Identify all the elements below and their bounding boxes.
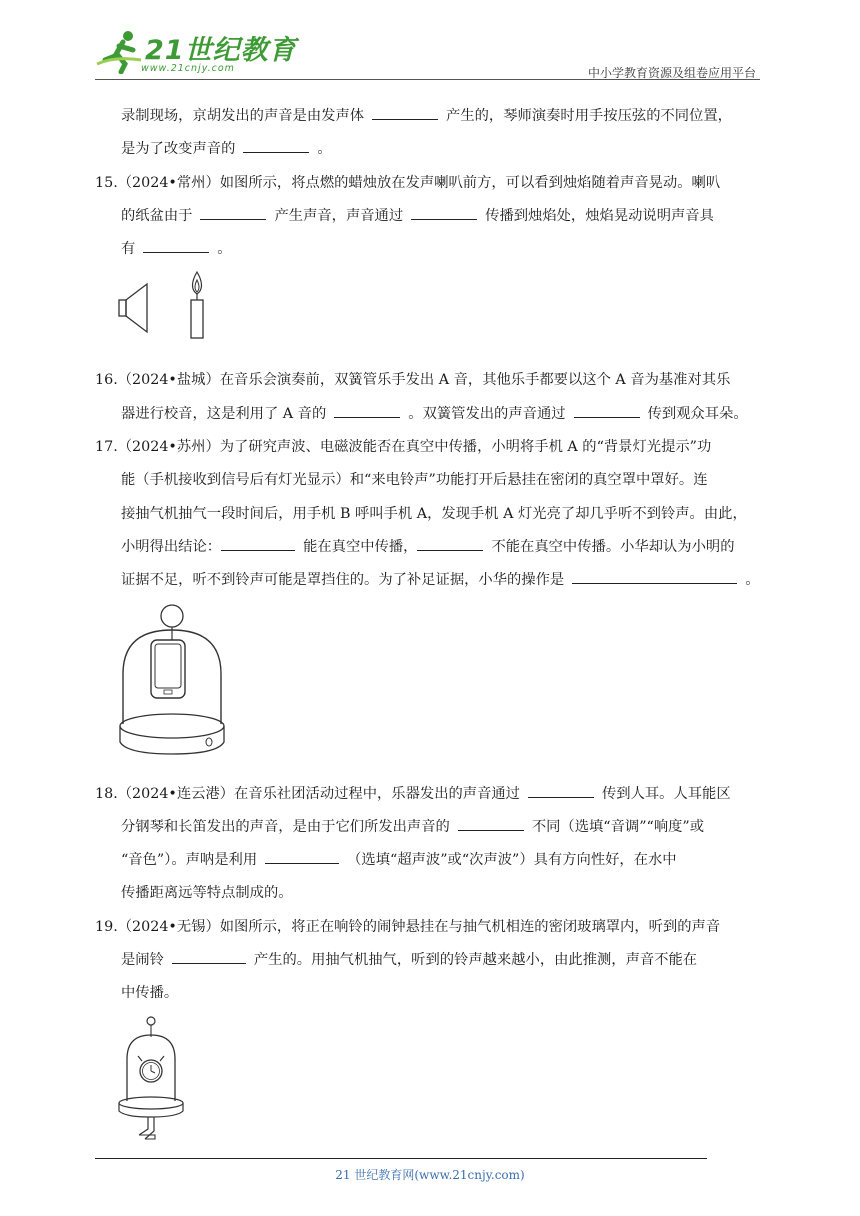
question-15 <box>95 167 765 365</box>
answer-blank[interactable] <box>172 949 246 964</box>
question-line: “音色”）。声呐是利用 （选填“超声波”或“次声波”）具有方向性好，在水中 <box>95 844 765 877</box>
question-line: 是闹铃 产生的。用抽气机抽气，听到的铃声越来越小，由此推测，声音不能在 <box>95 944 765 977</box>
answer-blank[interactable] <box>528 783 594 798</box>
question-line: 的纸盆由于 产生声音，声音通过 传播到烛焰处，烛焰晃动说明声音具 <box>95 200 765 233</box>
question-16 <box>95 364 765 431</box>
question-line: 器进行校音，这是利用了 A 音的 。双簧管发出的声音通过 传到观众耳朵。 <box>95 398 765 431</box>
question-18 <box>95 778 765 911</box>
answer-blank[interactable] <box>572 569 737 584</box>
answer-blank[interactable] <box>143 238 209 253</box>
site-logo <box>95 26 297 82</box>
question-19 <box>95 911 765 1141</box>
answer-blank[interactable] <box>221 536 295 551</box>
question-line: 18.（2024•连云港）在音乐社团活动过程中，乐器发出的声音通过 传到人耳。人耳能区 <box>95 778 765 811</box>
question-17 <box>95 431 765 777</box>
answer-blank[interactable] <box>458 816 524 831</box>
question-line: 分钢琴和长笛发出的声音，是由于它们所发出声音的 不同（选填“音调”“响度”或 <box>95 811 765 844</box>
answer-blank[interactable] <box>411 205 477 220</box>
logo-text: 21世纪教育 <box>145 35 297 66</box>
continuation-line-1: 录制现场，京胡发出的声音是由发声体 产生的，琴师演奏时用手按压弦的不同位置， <box>95 100 765 133</box>
answer-blank[interactable] <box>574 403 640 418</box>
question-line: 能（手机接收到信号后有灯光显示）和“来电铃声”功能打开后悬挂在密闭的真空罩中罩好。连 <box>121 472 708 489</box>
continuation-line-2: 是为了改变声音的 。 <box>95 133 765 166</box>
document-content <box>95 100 765 1141</box>
question-line: 有 。 <box>95 233 765 266</box>
bell-jar-phone-icon <box>117 602 227 772</box>
logo-site: www.21cnjy.com <box>141 63 235 74</box>
platform-name: 中小学教育资源及组卷应用平台 <box>587 66 756 80</box>
question-line: 传播距离远等特点制成的。 <box>121 885 293 902</box>
header-divider <box>95 79 760 80</box>
question-line: 小明得出结论： 能在真空中传播， 不能在真空中传播。小华却认为小明的 <box>95 531 765 564</box>
answer-blank[interactable] <box>334 403 400 418</box>
page-header <box>95 26 760 86</box>
bell-jar-clock-icon <box>115 1015 195 1145</box>
page-footer: 21 世纪教育网(www.21cnjy.com) <box>335 1168 525 1182</box>
runner-icon <box>95 30 147 74</box>
answer-blank[interactable] <box>243 138 309 153</box>
question-line: 接抽气机抽气一段时间后，用手机 B 呼叫手机 A，发现手机 A 灯光亮了却几乎听不到铃声。由此， <box>121 505 747 522</box>
question-line: 证据不足，听不到铃声可能是罩挡住的。为了补足证据，小华的操作是 。 <box>95 564 765 597</box>
answer-blank[interactable] <box>200 205 266 220</box>
answer-blank[interactable] <box>417 536 483 551</box>
speaker-icon <box>117 280 157 340</box>
footer-divider <box>95 1158 707 1159</box>
bell-jar-clock-figure <box>95 1011 765 1141</box>
vacuum-bell-jar-phone-figure <box>95 598 765 778</box>
question-line: 15.（2024•常州）如图所示，将点燃的蜡烛放在发声喇叭前方，可以看到烛焰随着声音晃动。喇叭 <box>95 174 721 191</box>
answer-blank[interactable] <box>265 849 339 864</box>
question-line: 中传播。 <box>121 985 179 1002</box>
question-line: 16.（2024•盐城）在音乐会演奏前，双簧管乐手发出 A 音，其他乐手都要以这个 A 音为基准对其乐 <box>95 372 731 389</box>
candle-icon <box>185 270 209 340</box>
answer-blank[interactable] <box>372 105 438 120</box>
question-line: 17.（2024•苏州）为了研究声波、电磁波能否在真空中传播，小明将手机 A 的“背景灯光提示”功 <box>95 439 712 456</box>
speaker-candle-figure <box>95 266 765 364</box>
question-line: 19.（2024•无锡）如图所示，将正在响铃的闹钟悬挂在与抽气机相连的密闭玻璃罩内，听到的声音 <box>95 918 721 935</box>
